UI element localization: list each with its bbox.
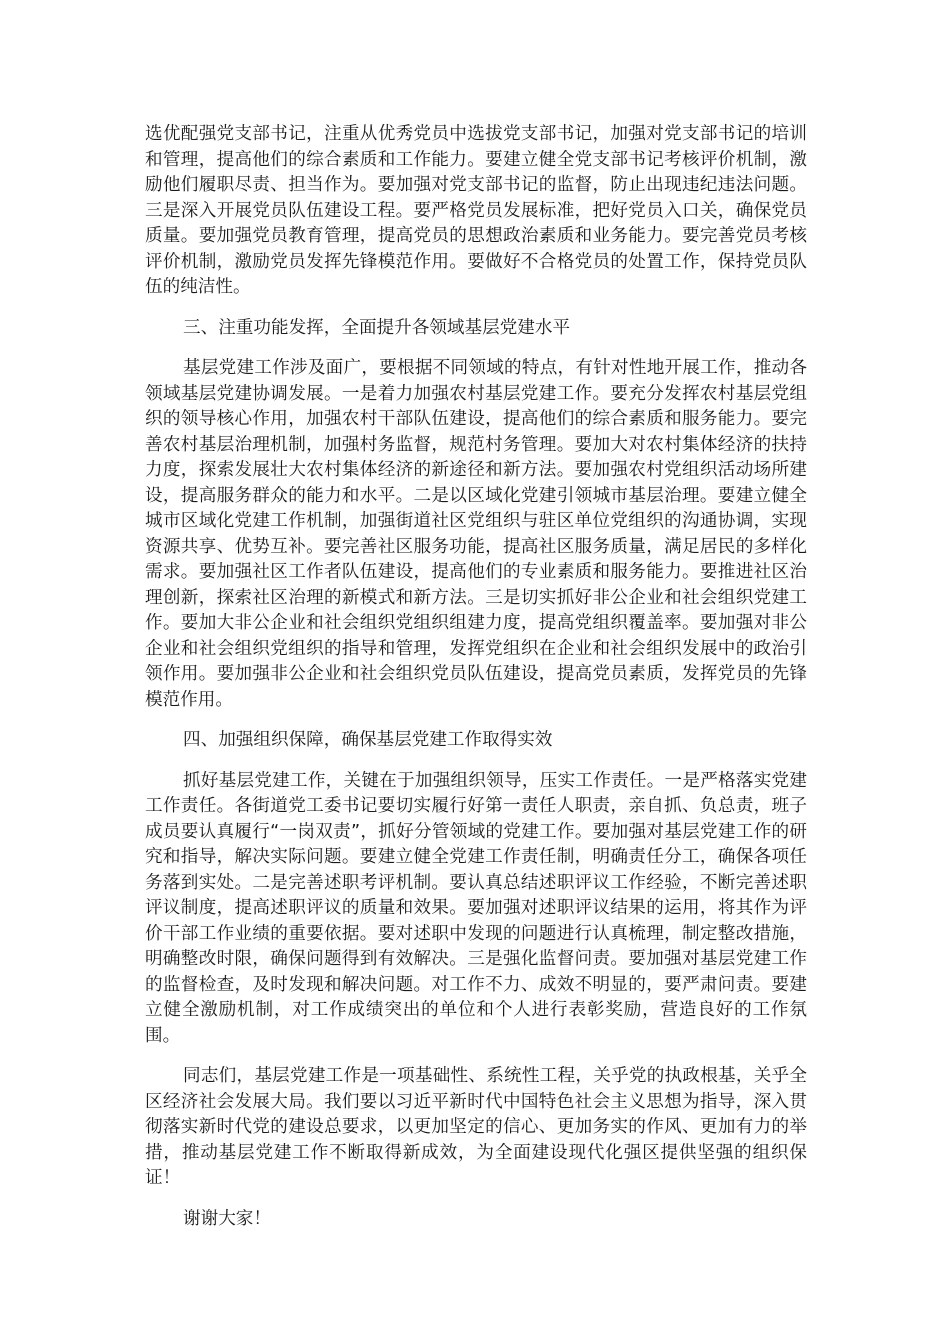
document-body <box>145 122 807 1247</box>
paragraph-section-four: 抓好基层党建工作，关键在于加强组织领导，压实工作责任。一是严格落实党建工作责任。各街道党工委书记要切实履行好第一责任人职责，亲自抓、负总责，班子成员要认真履行“一岗双责”，抓好分管领域的党建工作。要加强对基层党建工作的研究和指导，解决实际问题。要建立健全党建工作责任制，明确责任分工，确保各项任务落到实处。二是完善述职考评机制。要认真总结述职评议工作经验，不断完善述职评议制度，提高述职评议的质量和效果。要加强对述职评议结果的运用，将其作为评价干部工作业绩的重要依据。要对述职中发现的问题进行认真梳理，制定整改措施，明确整改时限，确保问题得到有效解决。三是强化监督问责。要加强对基层党建工作的监督检查，及时发现和解决问题。对工作不力、成效不明显的，要严肃问责。要建立健全激励机制，对工作成绩突出的单位和个人进行表彰奖励，营造良好的工作氛围。 <box>145 770 807 1046</box>
section-heading-three: 三、注重功能发挥，全面提升各领域基层党建水平 <box>183 317 571 338</box>
paragraph-conclusion: 同志们，基层党建工作是一项基础性、系统性工程，关乎党的执政根基，关乎全区经济社会发展大局。我们要以习近平新时代中国特色社会主义思想为指导，深入贯彻落实新时代党的建设总要求，以更加坚定的信心、更加务实的作风、更加有力的举措，推动基层党建工作不断取得新成效，为全面建设现代化强区提供坚强的组织保证！ <box>145 1066 807 1188</box>
closing-thanks: 谢谢大家！ <box>183 1208 271 1229</box>
paragraph-continuation: 选优配强党支部书记，注重从优秀党员中选拔党支部书记，加强对党支部书记的培训和管理，提高他们的综合素质和工作能力。要建立健全党支部书记考核评价机制，激励他们履职尽责、担当作为。要加强对党支部书记的监督，防止出现违纪违法问题。三是深入开展党员队伍建设工程。要严格党员发展标准，把好党员入口关，确保党员质量。要加强党员教育管理，提高党员的思想政治素质和业务能力。要完善党员考核评价机制，激励党员发挥先锋模范作用。要做好不合格党员的处置工作，保持党员队伍的纯洁性。 <box>145 124 807 297</box>
section-heading-four: 四、加强组织保障，确保基层党建工作取得实效 <box>183 730 553 750</box>
paragraph-section-three: 基层党建工作涉及面广，要根据不同领域的特点，有针对性地开展工作，推动各领域基层党建协调发展。一是着力加强农村基层党建工作。要充分发挥农村基层党组织的领导核心作用，加强农村干部队伍建设，提高他们的综合素质和服务能力。要完善农村基层治理机制，加强村务监督，规范村务管理。要加大对农村集体经济的扶持力度，探索发展壮大农村集体经济的新途径和新方法。要加强农村党组织活动场所建设，提高服务群众的能力和水平。二是以区域化党建引领城市基层治理。要建立健全城市区域化党建工作机制，加强街道社区党组织与驻区单位党组织的沟通协调，实现资源共享、优势互补。要完善社区服务功能，提高社区服务质量，满足居民的多样化需求。要加强社区工作者队伍建设，提高他们的专业素质和服务能力。要推进社区治理创新，探索社区治理的新模式和新方法。三是切实抓好非公企业和社会组织党建工作。要加大非公企业和社会组织党组织组建力度，提高党组织覆盖率。要加强对非公企业和社会组织党组织的指导和管理，发挥党组织在企业和社会组织发展中的政治引领作用。要加强非公企业和社会组织党员队伍建设，提高党员素质，发挥党员的先锋模范作用。 <box>145 358 807 710</box>
